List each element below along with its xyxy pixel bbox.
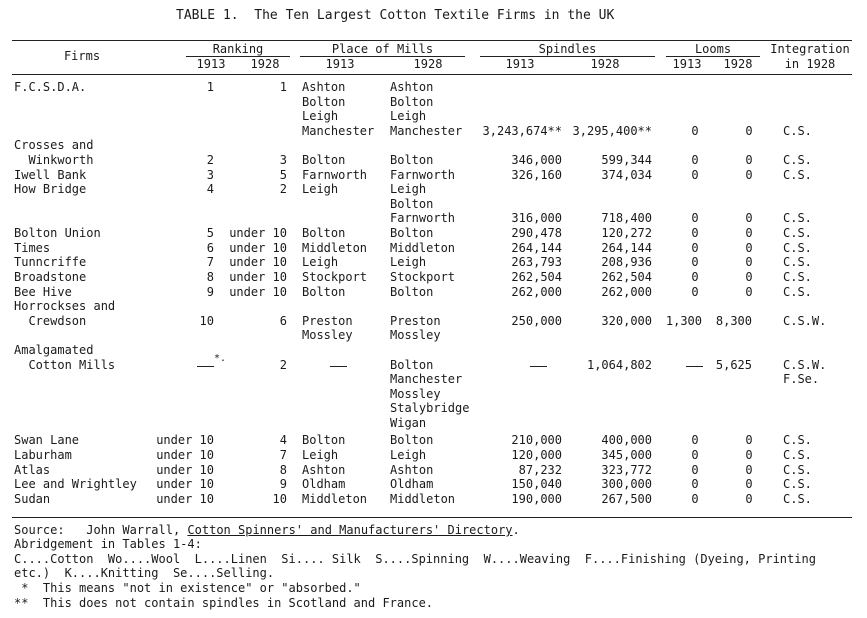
place-1928: Oldham: [390, 477, 434, 491]
looms-1913: 0: [691, 123, 699, 138]
looms-1913: 0: [691, 285, 699, 299]
integration-code: C.S.W.: [783, 357, 827, 372]
looms-1913: 0: [691, 241, 699, 255]
rank-1928: 6: [279, 313, 287, 328]
place-1928: Bolton: [390, 94, 434, 109]
looms-1913: 0: [691, 211, 699, 226]
spindles-1928: 300,000: [601, 477, 652, 491]
firm-name: Atlas: [14, 463, 51, 477]
spindles-1928: 208,936: [601, 255, 652, 269]
header-place: Place of Mills: [331, 42, 434, 56]
rank-1913: 5: [206, 226, 214, 240]
looms-1928: 0: [745, 270, 753, 284]
spindles-1913: 150,040: [511, 477, 562, 491]
looms-1913: 0: [691, 477, 699, 491]
header-bottom-rule: [12, 74, 852, 75]
integration-code: C.S.: [783, 226, 812, 240]
spindles-1913: 262,504: [511, 270, 562, 284]
header-looms: Looms: [694, 42, 732, 56]
header-place-1928: 1928: [413, 57, 443, 71]
place-1928: Middleton: [390, 492, 456, 506]
rank-1928: 9: [279, 477, 287, 491]
rank-1913: under 10: [156, 463, 214, 477]
spindles-1913: 3,243,674**: [482, 123, 562, 138]
integration-code: C.S.: [783, 448, 812, 462]
place-1928: Leigh: [390, 448, 427, 462]
firm-name: Amalgamated: [14, 343, 94, 357]
header-firms: Firms: [63, 49, 101, 63]
rank-1913: under 10: [156, 477, 214, 491]
place-1928: Ashton: [390, 463, 434, 477]
abbreviation-legend-line-2: etc.) K....Knitting Se....Selling.: [14, 566, 275, 580]
looms-1928: 0: [745, 226, 753, 240]
spindles-1913: 263,793: [511, 255, 562, 269]
firm-name: Bee Hive: [14, 285, 72, 299]
header-spindles-1913: 1913: [505, 57, 535, 71]
rank-1928: 3: [279, 152, 287, 167]
place-1928: Leigh: [390, 109, 427, 124]
looms-1913: 0: [691, 226, 699, 240]
rank-1913: 2: [206, 152, 214, 167]
looms-1928: 0: [745, 448, 753, 462]
place-1913: Middleton: [302, 492, 368, 506]
header-ranking-1913: 1913: [196, 57, 226, 71]
rank-1913: 3: [206, 168, 214, 182]
firm-name: Sudan: [14, 492, 51, 506]
spindles-1928: 267,500: [601, 492, 652, 506]
firm-name: Crewdson: [14, 313, 87, 328]
spindles-1928: 374,034: [601, 168, 652, 182]
looms-1928: 0: [745, 285, 753, 299]
rank-1913: 6: [206, 241, 214, 255]
looms-1928: 8,300: [715, 313, 752, 328]
rank-1913: 8: [206, 270, 214, 284]
spindles-1928: 3,295,400**: [572, 123, 652, 138]
integration-code: C.S.: [783, 241, 812, 255]
place-1913: Leigh: [302, 448, 339, 462]
rank-1928: under 10: [229, 285, 287, 299]
firm-name: Crosses and: [14, 138, 94, 152]
firm-name: Tunncriffe: [14, 255, 87, 269]
header-ranking-1928: 1928: [250, 57, 280, 71]
place-1913: Bolton: [302, 285, 346, 299]
rank-1928: under 10: [229, 270, 287, 284]
spindles-1928: 262,504: [601, 270, 652, 284]
rank-1928: 1: [279, 80, 287, 94]
header-looms-1913: 1913: [672, 57, 702, 71]
source-label: Source:: [14, 523, 65, 537]
spindles-1913: 290,478: [511, 226, 562, 240]
spindles-1928: 345,000: [601, 448, 652, 462]
looms-1928: 0: [745, 463, 753, 477]
rank-1913: 4: [206, 182, 214, 196]
spindles-1913: 190,000: [511, 492, 562, 506]
abbreviation-legend-line-1: C....Cotton Wo....Wool L....Linen Si.... Silk S....Spinning W....Weaving F....Finishing (Dyeing, Printing: [14, 552, 816, 566]
firm-name: Lee and Wrightley: [14, 477, 137, 491]
looms-1913: 0: [691, 448, 699, 462]
place-1913: Bolton: [302, 226, 346, 240]
place-1928: Leigh: [390, 182, 427, 196]
place-1928: Ashton: [390, 80, 434, 94]
looms-1928: 0: [745, 255, 753, 269]
header-ranking: Ranking: [212, 42, 264, 56]
integration-code: C.S.: [783, 255, 812, 269]
integration-code: C.S.: [783, 168, 812, 182]
firm-name: Swan Lane: [14, 433, 80, 447]
rank-1913: 9: [206, 285, 214, 299]
rank-1913: 1: [206, 80, 214, 94]
header-integration-year: in 1928: [784, 57, 836, 71]
source-end: .: [512, 523, 520, 537]
firm-name: Winkworth: [14, 152, 94, 167]
rank-1928: under 10: [229, 255, 287, 269]
looms-1928: 0: [745, 477, 753, 491]
integration-code: C.S.: [783, 123, 812, 138]
place-1928: Leigh: [390, 255, 427, 269]
place-1913: Leigh: [302, 182, 339, 196]
rank-1928: 10: [272, 492, 287, 506]
header-spindles: Spindles: [538, 42, 597, 56]
place-1928: Stockport: [390, 270, 456, 284]
firm-name: Broadstone: [14, 270, 87, 284]
rank-1928: 5: [279, 168, 287, 182]
rank-1928: under 10: [229, 226, 287, 240]
place-1928: Bolton: [390, 285, 434, 299]
place-1913: Middleton: [302, 241, 368, 255]
rank-1913: under 10: [156, 448, 214, 462]
place-1928: Bolton: [390, 433, 434, 447]
spindles-1913: 87,232: [518, 463, 562, 477]
place-1913: Preston: [302, 313, 353, 328]
rank-1928: 2: [279, 182, 287, 196]
spindles-1928: 400,000: [601, 433, 652, 447]
place-1928: Manchester: [390, 123, 463, 138]
spindles-1928: 599,344: [601, 152, 652, 167]
spindles-1913: 210,000: [511, 433, 562, 447]
looms-1928: 0: [745, 492, 753, 506]
looms-1928: 0: [745, 241, 753, 255]
place-1928: Middleton: [390, 241, 456, 255]
header-looms-1928: 1928: [723, 57, 753, 71]
integration-code: C.S.: [783, 152, 812, 167]
spindles-1913: 346,000: [511, 152, 562, 167]
firm-name: How Bridge: [14, 182, 87, 196]
place-1913: Bolton: [302, 433, 346, 447]
place-1928: Farnworth: [390, 168, 456, 182]
looms-1913: 0: [691, 492, 699, 506]
rank-1928: 7: [279, 448, 287, 462]
integration-code: C.S.: [783, 463, 812, 477]
place-1913: Manchester: [302, 123, 375, 138]
spindles-1928: 718,400: [601, 211, 652, 226]
rank-1913: under 10: [156, 492, 214, 506]
place-1913: Mossley: [302, 328, 353, 343]
integration-code: C.S.W.: [783, 313, 827, 328]
footnote-double-star: ** This does not contain spindles in Scotland and France.: [14, 596, 434, 610]
rank-1913: 7: [206, 255, 214, 269]
header-integration: Integration: [770, 42, 850, 56]
firm-name: Bolton Union: [14, 226, 101, 240]
spindles-1928: 1,064,802: [586, 357, 652, 372]
firm-name: Times: [14, 241, 51, 255]
place-1913: Ashton: [302, 80, 346, 94]
spindles-1928: 264,144: [601, 241, 652, 255]
place-1913: Bolton: [302, 152, 346, 167]
looms-1928: 0: [745, 123, 753, 138]
looms-1913: 0: [691, 270, 699, 284]
spindles-1913: 316,000: [511, 211, 562, 226]
table-bottom-rule: [12, 517, 852, 518]
place-1913: Stockport: [302, 270, 368, 284]
place-1928: Wigan: [390, 416, 427, 430]
not-in-existence-dash: [330, 366, 347, 367]
rank-1928: 4: [279, 433, 287, 447]
firm-name: Cotton Mills: [14, 357, 116, 372]
place-1928: Bolton: [390, 196, 434, 211]
place-1928: Mossley: [390, 386, 441, 401]
integration-code: C.S.: [783, 211, 812, 226]
integration-code: C.S.: [783, 270, 812, 284]
spindles-1913: 250,000: [511, 313, 562, 328]
place-1928: Bolton: [390, 152, 434, 167]
place-1928: Manchester: [390, 372, 463, 387]
source-title: Cotton Spinners' and Manufacturers' Directory: [187, 523, 513, 537]
looms-1913: 0: [691, 433, 699, 447]
spindles-1928: 262,000: [601, 285, 652, 299]
looms-1913: 0: [691, 152, 699, 167]
place-1913: Oldham: [302, 477, 346, 491]
spindles-1913: 262,000: [511, 285, 562, 299]
place-1913: Ashton: [302, 463, 346, 477]
place-1928: Farnworth: [390, 211, 456, 226]
header-top-rule: [12, 40, 852, 41]
spindles-1913: 120,000: [511, 448, 562, 462]
spindles-1913: 264,144: [511, 241, 562, 255]
header-spindles-1928: 1928: [590, 57, 620, 71]
spindles-1928: 320,000: [601, 313, 652, 328]
source-author: John Warrall,: [86, 523, 181, 537]
rank-1913: *.: [214, 352, 227, 364]
looms-1928: 5,625: [715, 357, 752, 372]
table-title: TABLE 1. The Ten Largest Cotton Textile Firms in the UK: [176, 8, 615, 23]
looms-1913: 1,300: [665, 313, 702, 328]
spindles-1913: 326,160: [511, 168, 562, 182]
not-in-existence-dash: [197, 366, 214, 367]
place-1913: Leigh: [302, 255, 339, 269]
integration-code: C.S.: [783, 285, 812, 299]
abridgement-heading: Abridgement in Tables 1-4:: [14, 537, 202, 551]
firm-name: F.C.S.D.A.: [14, 80, 87, 94]
rank-1913: under 10: [156, 433, 214, 447]
firm-name: Horrockses and: [14, 299, 116, 313]
rank-1928: 2: [279, 357, 287, 372]
firm-name: Laburham: [14, 448, 72, 462]
place-1928: Mossley: [390, 328, 441, 343]
looms-1913: 0: [691, 168, 699, 182]
integration-code: C.S.: [783, 477, 812, 491]
firm-name: Iwell Bank: [14, 168, 87, 182]
looms-1928: 0: [745, 152, 753, 167]
integration-code: C.S.: [783, 492, 812, 506]
looms-1928: 0: [745, 433, 753, 447]
rank-1913: 10: [199, 313, 214, 328]
place-1913: Bolton: [302, 94, 346, 109]
looms-1913: 0: [691, 255, 699, 269]
place-1928: Stalybridge: [390, 401, 470, 416]
integration-code: C.S.: [783, 433, 812, 447]
looms-1928: 0: [745, 211, 753, 226]
footnote-single-star: * This means "not in existence" or "absorbed.": [14, 581, 361, 595]
looms-1913: 0: [691, 463, 699, 477]
place-1913: Farnworth: [302, 168, 368, 182]
header-place-1913: 1913: [325, 57, 355, 71]
rank-1928: under 10: [229, 241, 287, 255]
integration-code: F.Se.: [783, 372, 820, 387]
not-in-existence-dash: [530, 366, 547, 367]
looms-1928: 0: [745, 168, 753, 182]
place-1928: Bolton: [390, 226, 434, 240]
place-1928: Preston: [390, 313, 441, 328]
rank-1928: 8: [279, 463, 287, 477]
spindles-1928: 120,272: [601, 226, 652, 240]
spindles-1928: 323,772: [601, 463, 652, 477]
place-1913: Leigh: [302, 109, 339, 124]
place-1928: Bolton: [390, 357, 434, 372]
source-line: [14, 523, 520, 537]
